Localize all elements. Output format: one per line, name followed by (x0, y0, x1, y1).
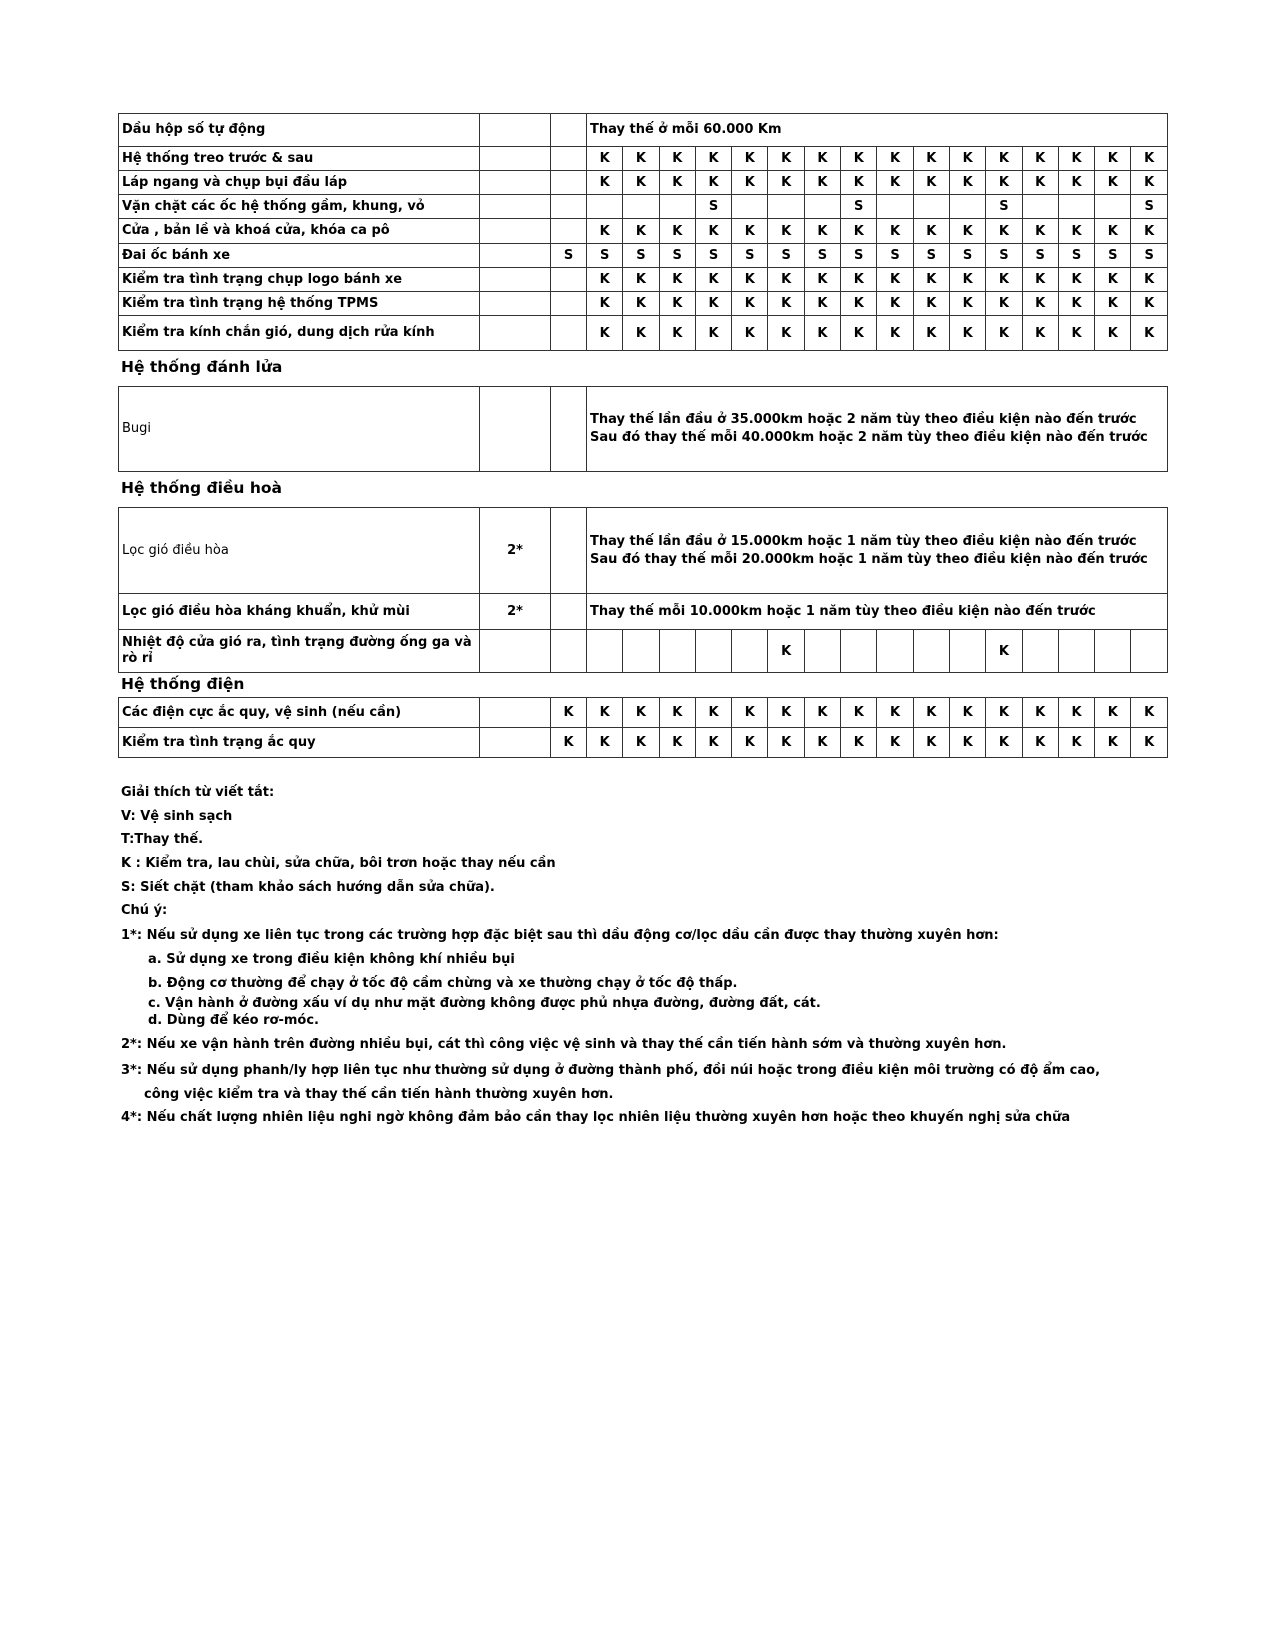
interval-cell: K (659, 698, 695, 728)
interval-cell: K (732, 698, 768, 728)
item-name: Dầu hộp số tự động (119, 114, 480, 147)
item-name: Các điện cực ắc quy, vệ sinh (nếu cần) (119, 698, 480, 728)
interval-cell: K (1022, 316, 1058, 351)
note-ref-cell (480, 698, 551, 728)
initial-check-cell (551, 171, 587, 195)
item-name: Kiểm tra tình trạng ắc quy (119, 728, 480, 758)
interval-cell: K (1058, 219, 1094, 244)
interval-cell: K (768, 268, 804, 292)
interval-cell (877, 195, 913, 219)
interval-cell: K (659, 219, 695, 244)
interval-cell: K (986, 630, 1022, 673)
note-ref-cell (480, 387, 551, 472)
interval-cell: K (695, 292, 731, 316)
interval-cell: K (841, 268, 877, 292)
interval-description: Thay thế lần đầu ở 35.000km hoặc 2 năm tùy theo điều kiện nào đến trước Sau đó thay thế mỗi 40.000km hoặc 2 năm tùy theo điều kiện nào đến trước (587, 387, 1168, 472)
interval-cell: K (1022, 268, 1058, 292)
interval-cell: K (1095, 171, 1131, 195)
initial-check-cell (551, 147, 587, 171)
interval-cell: K (1095, 316, 1131, 351)
interval-cell: K (768, 147, 804, 171)
interval-cell: K (804, 292, 840, 316)
legend-title: Giải thích từ viết tắt: (121, 785, 275, 800)
interval-cell: K (1022, 147, 1058, 171)
interval-cell (587, 195, 623, 219)
table-row (119, 316, 1168, 351)
table-row (119, 387, 1168, 472)
interval-cell: K (841, 171, 877, 195)
table-row (119, 114, 1168, 147)
interval-cell: K (877, 316, 913, 351)
interval-cell: K (732, 292, 768, 316)
initial-check-cell: K (551, 728, 587, 758)
interval-cell: K (732, 171, 768, 195)
caution-title: Chú ý: (121, 903, 168, 918)
interval-cell: K (623, 728, 659, 758)
initial-check-cell (551, 114, 587, 147)
initial-check-cell (551, 268, 587, 292)
interval-cell: K (732, 316, 768, 351)
note-ref-cell (480, 147, 551, 171)
initial-check-cell (551, 594, 587, 630)
interval-cell: K (695, 268, 731, 292)
interval-cell (1022, 630, 1058, 673)
interval-cell: K (1131, 219, 1167, 244)
interval-cell: K (659, 147, 695, 171)
interval-cell: K (1058, 147, 1094, 171)
interval-cell: K (623, 698, 659, 728)
interval-cell: S (877, 244, 913, 268)
interval-cell: K (695, 316, 731, 351)
note-ref-cell: 2* (480, 594, 551, 630)
interval-cell: K (768, 630, 804, 673)
interval-cell: K (1131, 147, 1167, 171)
note-ref-cell (480, 195, 551, 219)
interval-cell: K (1131, 268, 1167, 292)
table-row (119, 630, 1168, 673)
note-1: 1*: Nếu sử dụng xe liên tục trong các trường hợp đặc biệt sau thì dầu động cơ/lọc dầu cần được thay thường xuyên hơn: (121, 928, 999, 943)
interval-cell (659, 630, 695, 673)
interval-cell: K (913, 171, 949, 195)
interval-cell (913, 630, 949, 673)
interval-cell: K (1058, 728, 1094, 758)
item-name: Bugi (119, 387, 480, 472)
interval-cell: K (1131, 316, 1167, 351)
interval-cell: S (986, 195, 1022, 219)
interval-cell: K (949, 171, 985, 195)
note-3-continued: công việc kiểm tra và thay thế cần tiến hành thường xuyên hơn. (144, 1087, 614, 1102)
interval-cell: S (732, 244, 768, 268)
interval-cell: S (913, 244, 949, 268)
interval-cell: K (695, 147, 731, 171)
interval-cell: K (1022, 698, 1058, 728)
interval-cell: K (587, 698, 623, 728)
interval-cell: S (768, 244, 804, 268)
interval-cell: K (841, 316, 877, 351)
interval-description: Thay thế lần đầu ở 15.000km hoặc 1 năm tùy theo điều kiện nào đến trước Sau đó thay thế mỗi 20.000km hoặc 1 năm tùy theo điều kiện nào đến trước (587, 508, 1168, 594)
note-ref-cell (480, 244, 551, 268)
interval-cell: S (841, 244, 877, 268)
interval-cell: K (768, 219, 804, 244)
interval-cell: K (768, 292, 804, 316)
interval-cell: K (659, 171, 695, 195)
section-heading-air-conditioning: Hệ thống điều hoà (121, 479, 282, 497)
interval-cell (804, 630, 840, 673)
interval-cell: K (587, 219, 623, 244)
interval-cell (949, 630, 985, 673)
table-row (119, 508, 1168, 594)
interval-cell: K (841, 147, 877, 171)
legend-v: V: Vệ sinh sạch (121, 809, 233, 824)
interval-cell: K (913, 292, 949, 316)
note-ref-cell (480, 630, 551, 673)
interval-cell: K (949, 219, 985, 244)
interval-cell: K (841, 292, 877, 316)
interval-cell: K (1058, 316, 1094, 351)
interval-description: Thay thế mỗi 10.000km hoặc 1 năm tùy theo điều kiện nào đến trước (587, 594, 1168, 630)
interval-cell: K (587, 268, 623, 292)
interval-cell: K (623, 316, 659, 351)
interval-cell: K (913, 268, 949, 292)
interval-cell: K (1022, 728, 1058, 758)
interval-cell: K (804, 728, 840, 758)
initial-check-cell (551, 219, 587, 244)
interval-cell: K (986, 268, 1022, 292)
table-row (119, 147, 1168, 171)
table-row (119, 171, 1168, 195)
table-row (119, 728, 1168, 758)
initial-check-cell (551, 387, 587, 472)
interval-cell: K (986, 171, 1022, 195)
interval-cell: K (695, 219, 731, 244)
interval-cell: K (986, 292, 1022, 316)
interval-cell: S (1131, 244, 1167, 268)
interval-cell: K (623, 292, 659, 316)
interval-cell: K (587, 147, 623, 171)
interval-cell: K (877, 219, 913, 244)
interval-cell: K (1022, 292, 1058, 316)
interval-cell: K (913, 219, 949, 244)
item-name: Kiểm tra kính chắn gió, dung dịch rửa kính (119, 316, 480, 351)
interval-cell: K (877, 268, 913, 292)
initial-check-cell (551, 630, 587, 673)
interval-cell: K (913, 698, 949, 728)
interval-cell: K (913, 147, 949, 171)
legend-s: S: Siết chặt (tham khảo sách hướng dẫn sửa chữa). (121, 880, 495, 895)
initial-check-cell (551, 292, 587, 316)
interval-cell: K (768, 171, 804, 195)
interval-cell: K (841, 219, 877, 244)
interval-cell: K (877, 698, 913, 728)
note-1-a: a. Sử dụng xe trong điều kiện không khí nhiều bụi (148, 952, 515, 967)
interval-cell: K (659, 316, 695, 351)
interval-cell: K (949, 292, 985, 316)
initial-check-cell: K (551, 698, 587, 728)
interval-cell: K (949, 728, 985, 758)
interval-cell: K (1022, 171, 1058, 195)
interval-cell: S (623, 244, 659, 268)
interval-cell: K (949, 316, 985, 351)
interval-cell: K (732, 268, 768, 292)
interval-cell: K (1058, 171, 1094, 195)
interval-cell: K (986, 219, 1022, 244)
interval-cell: K (804, 316, 840, 351)
maintenance-table-chassis (118, 113, 1168, 351)
item-name: Lọc gió điều hòa kháng khuẩn, khử mùi (119, 594, 480, 630)
interval-cell (732, 195, 768, 219)
table-row (119, 268, 1168, 292)
note-ref-cell (480, 114, 551, 147)
interval-cell (587, 630, 623, 673)
table-row (119, 219, 1168, 244)
interval-cell: K (768, 728, 804, 758)
interval-cell: K (877, 728, 913, 758)
note-ref-cell (480, 316, 551, 351)
table-row (119, 292, 1168, 316)
interval-cell (949, 195, 985, 219)
note-ref-cell (480, 171, 551, 195)
interval-cell: K (949, 698, 985, 728)
interval-cell: K (804, 268, 840, 292)
interval-cell (877, 630, 913, 673)
interval-cell (695, 630, 731, 673)
note-ref-cell (480, 219, 551, 244)
interval-cell: K (1131, 171, 1167, 195)
note-ref-cell (480, 292, 551, 316)
interval-cell: K (1131, 292, 1167, 316)
interval-cell: K (732, 728, 768, 758)
interval-cell: S (841, 195, 877, 219)
interval-cell (804, 195, 840, 219)
interval-cell: K (804, 147, 840, 171)
interval-cell (1022, 195, 1058, 219)
interval-cell: S (695, 195, 731, 219)
item-name: Kiểm tra tình trạng hệ thống TPMS (119, 292, 480, 316)
item-name: Lọc gió điều hòa (119, 508, 480, 594)
maintenance-table-air-conditioning (118, 507, 1168, 673)
interval-cell (1131, 630, 1168, 673)
interval-cell: K (695, 728, 731, 758)
legend-k: K : Kiểm tra, lau chùi, sửa chữa, bôi trơn hoặc thay nếu cần (121, 856, 556, 871)
interval-cell: K (804, 219, 840, 244)
interval-cell: K (1058, 292, 1094, 316)
interval-cell (659, 195, 695, 219)
table-row (119, 195, 1168, 219)
table-row (119, 698, 1168, 728)
maintenance-table-electrical (118, 697, 1168, 758)
interval-cell: K (587, 292, 623, 316)
interval-cell: K (877, 147, 913, 171)
note-1-d: d. Dùng để kéo rơ-móc. (148, 1013, 319, 1028)
interval-cell: K (623, 147, 659, 171)
interval-cell: K (1131, 698, 1167, 728)
interval-cell: S (659, 244, 695, 268)
note-1-b: b. Động cơ thường để chạy ở tốc độ cầm chừng và xe thường chạy ở tốc độ thấp. (148, 976, 738, 991)
interval-cell: K (1131, 728, 1167, 758)
interval-cell: K (1095, 292, 1131, 316)
legend-t: T:Thay thế. (121, 832, 204, 847)
interval-cell: K (623, 219, 659, 244)
interval-cell: S (804, 244, 840, 268)
interval-cell (841, 630, 877, 673)
interval-cell: K (732, 147, 768, 171)
interval-cell: K (986, 147, 1022, 171)
interval-cell: K (623, 171, 659, 195)
note-ref-cell (480, 728, 551, 758)
interval-cell: K (1022, 219, 1058, 244)
interval-cell: K (804, 698, 840, 728)
interval-cell: K (659, 268, 695, 292)
table-row (119, 594, 1168, 630)
item-name: Cửa , bản lề và khoá cửa, khóa ca pô (119, 219, 480, 244)
initial-check-cell (551, 508, 587, 594)
interval-cell: K (768, 316, 804, 351)
table-row (119, 244, 1168, 268)
interval-cell: K (695, 171, 731, 195)
interval-cell: K (587, 171, 623, 195)
interval-cell: K (587, 316, 623, 351)
interval-cell: K (986, 698, 1022, 728)
interval-cell: S (1058, 244, 1094, 268)
note-4: 4*: Nếu chất lượng nhiên liệu nghi ngờ không đảm bảo cần thay lọc nhiên liệu thường xuyên hơn hoặc theo khuyến nghị sửa chữa (121, 1110, 1071, 1125)
interval-cell: K (1095, 268, 1131, 292)
interval-cell: K (623, 268, 659, 292)
maintenance-table-ignition (118, 386, 1168, 472)
interval-cell: S (695, 244, 731, 268)
interval-cell: K (841, 728, 877, 758)
item-name: Kiểm tra tình trạng chụp logo bánh xe (119, 268, 480, 292)
interval-cell: K (768, 698, 804, 728)
interval-cell: K (1058, 268, 1094, 292)
interval-description: Thay thế ở mỗi 60.000 Km (587, 114, 1168, 147)
interval-cell (732, 630, 768, 673)
section-heading-electrical: Hệ thống điện (121, 675, 245, 693)
item-name: Hệ thống treo trước & sau (119, 147, 480, 171)
interval-cell (1058, 630, 1094, 673)
interval-cell: K (1095, 147, 1131, 171)
interval-cell (623, 630, 659, 673)
interval-cell (1095, 195, 1131, 219)
interval-cell: K (804, 171, 840, 195)
initial-check-cell (551, 316, 587, 351)
note-ref-cell: 2* (480, 508, 551, 594)
interval-cell: K (877, 292, 913, 316)
interval-cell: K (986, 728, 1022, 758)
note-1-c: c. Vận hành ở đường xấu ví dụ như mặt đường không được phủ nhựa đường, đường đất, cát. (148, 996, 821, 1011)
interval-cell: K (949, 268, 985, 292)
interval-cell: K (913, 728, 949, 758)
note-3: 3*: Nếu sử dụng phanh/ly hợp liên tục như thường sử dụng ở đường thành phố, đồi núi hoặc trong điều kiện môi trường có độ ẩm cao, (121, 1063, 1101, 1078)
item-name: Đai ốc bánh xe (119, 244, 480, 268)
interval-cell (768, 195, 804, 219)
interval-cell: K (877, 171, 913, 195)
initial-check-cell (551, 195, 587, 219)
interval-cell: K (913, 316, 949, 351)
interval-cell: K (1095, 728, 1131, 758)
interval-cell: K (1058, 698, 1094, 728)
note-2: 2*: Nếu xe vận hành trên đường nhiều bụi, cát thì công việc vệ sinh và thay thế cần tiến hành sớm và thường xuyên hơn. (121, 1037, 1007, 1052)
interval-cell: S (587, 244, 623, 268)
interval-cell: S (1095, 244, 1131, 268)
initial-check-cell: S (551, 244, 587, 268)
interval-cell (913, 195, 949, 219)
interval-cell: K (732, 219, 768, 244)
interval-cell: K (1095, 698, 1131, 728)
interval-cell: K (695, 698, 731, 728)
interval-cell: S (1022, 244, 1058, 268)
interval-cell: K (659, 728, 695, 758)
item-name: Nhiệt độ cửa gió ra, tình trạng đường ống ga và rò rỉ (119, 630, 480, 673)
interval-cell (623, 195, 659, 219)
interval-cell: K (841, 698, 877, 728)
interval-cell: S (949, 244, 985, 268)
interval-cell: K (1095, 219, 1131, 244)
interval-cell (1058, 195, 1094, 219)
item-name: Vặn chặt các ốc hệ thống gầm, khung, vỏ (119, 195, 480, 219)
interval-cell (1095, 630, 1131, 673)
item-name: Láp ngang và chụp bụi đầu láp (119, 171, 480, 195)
interval-cell: K (659, 292, 695, 316)
interval-cell: S (986, 244, 1022, 268)
section-heading-ignition: Hệ thống đánh lửa (121, 358, 283, 376)
interval-cell: K (986, 316, 1022, 351)
interval-cell: K (949, 147, 985, 171)
note-ref-cell (480, 268, 551, 292)
interval-cell: K (587, 728, 623, 758)
interval-cell: S (1131, 195, 1167, 219)
